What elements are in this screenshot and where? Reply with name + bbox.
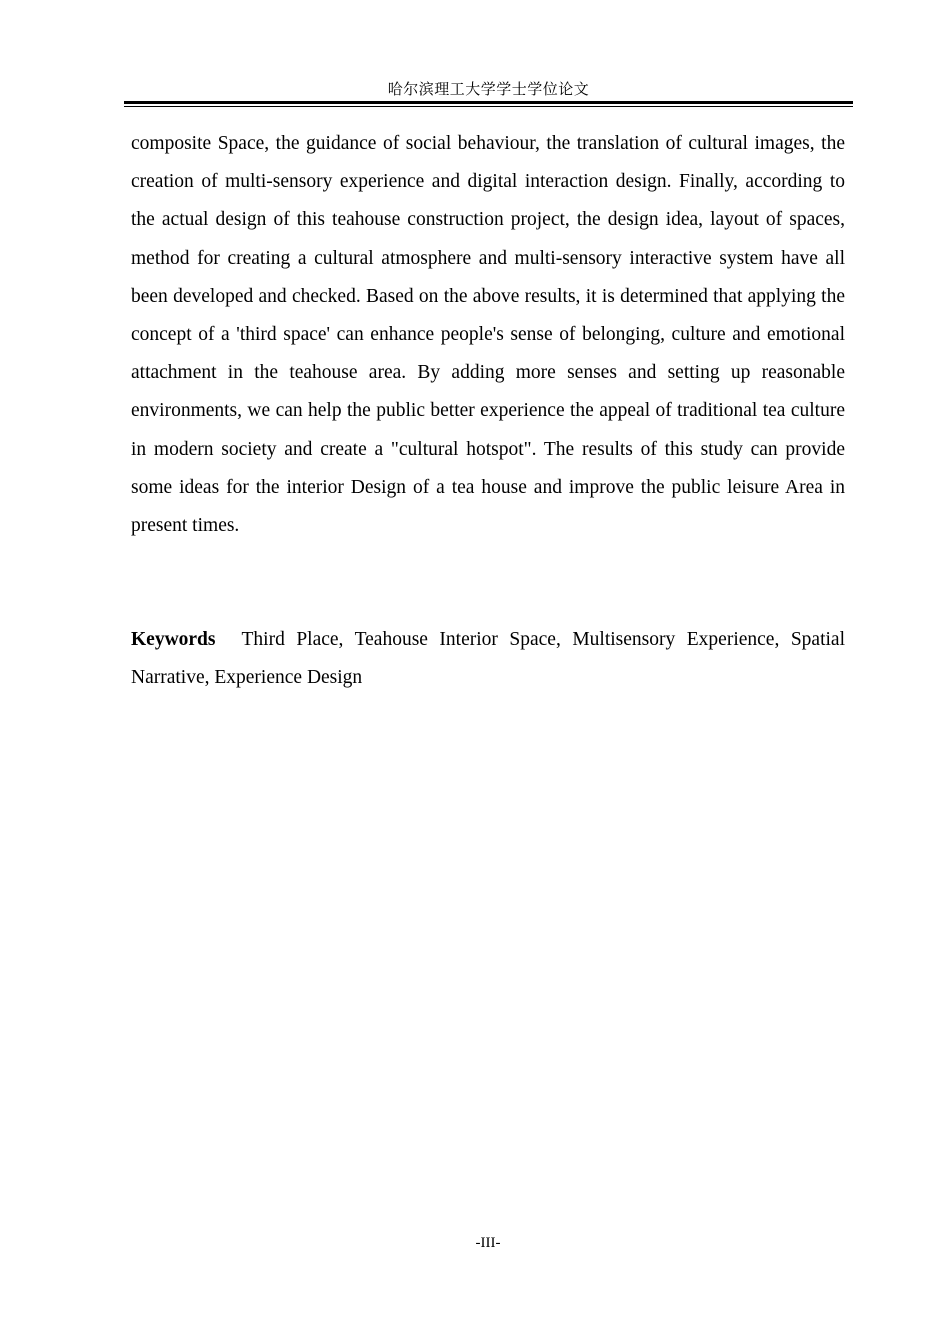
header-rule [124,101,853,108]
header-rule-thick [124,101,853,104]
running-header: 哈尔滨理工大学学士学位论文 [387,82,590,98]
keywords-paragraph [131,621,845,697]
header-rule-thin [124,106,853,107]
abstract-paragraph: composite Space, the guidance of social behaviour, the translation of cultural images, the creation of multi-sensory experience and digital interaction design. Finally, according to the actual design of this teahouse construction project, the design idea, layout of spaces, method for creating a cultural atmosphere and multi-sensory interactive system have all been developed and checked. Based on the above results, it is determined that applying the concept of a 'third space' can enhance people's sense of belonging, culture and emotional attachment in the teahouse area. By adding more senses and setting up reasonable environments, we can help the public better experience the appeal of traditional tea culture in modern society and create a "cultural hotspot". The results of this study can provide some ideas for the interior Design of a tea house and improve the public leisure Area in present times. [131,133,845,537]
page-number: -III- [475,1235,501,1251]
keywords-label: Keywords [131,629,216,650]
keywords-text: Third Place, Teahouse Interior Space, Multisensory Experience, Spatial Narrative, Experience Design [131,629,845,689]
